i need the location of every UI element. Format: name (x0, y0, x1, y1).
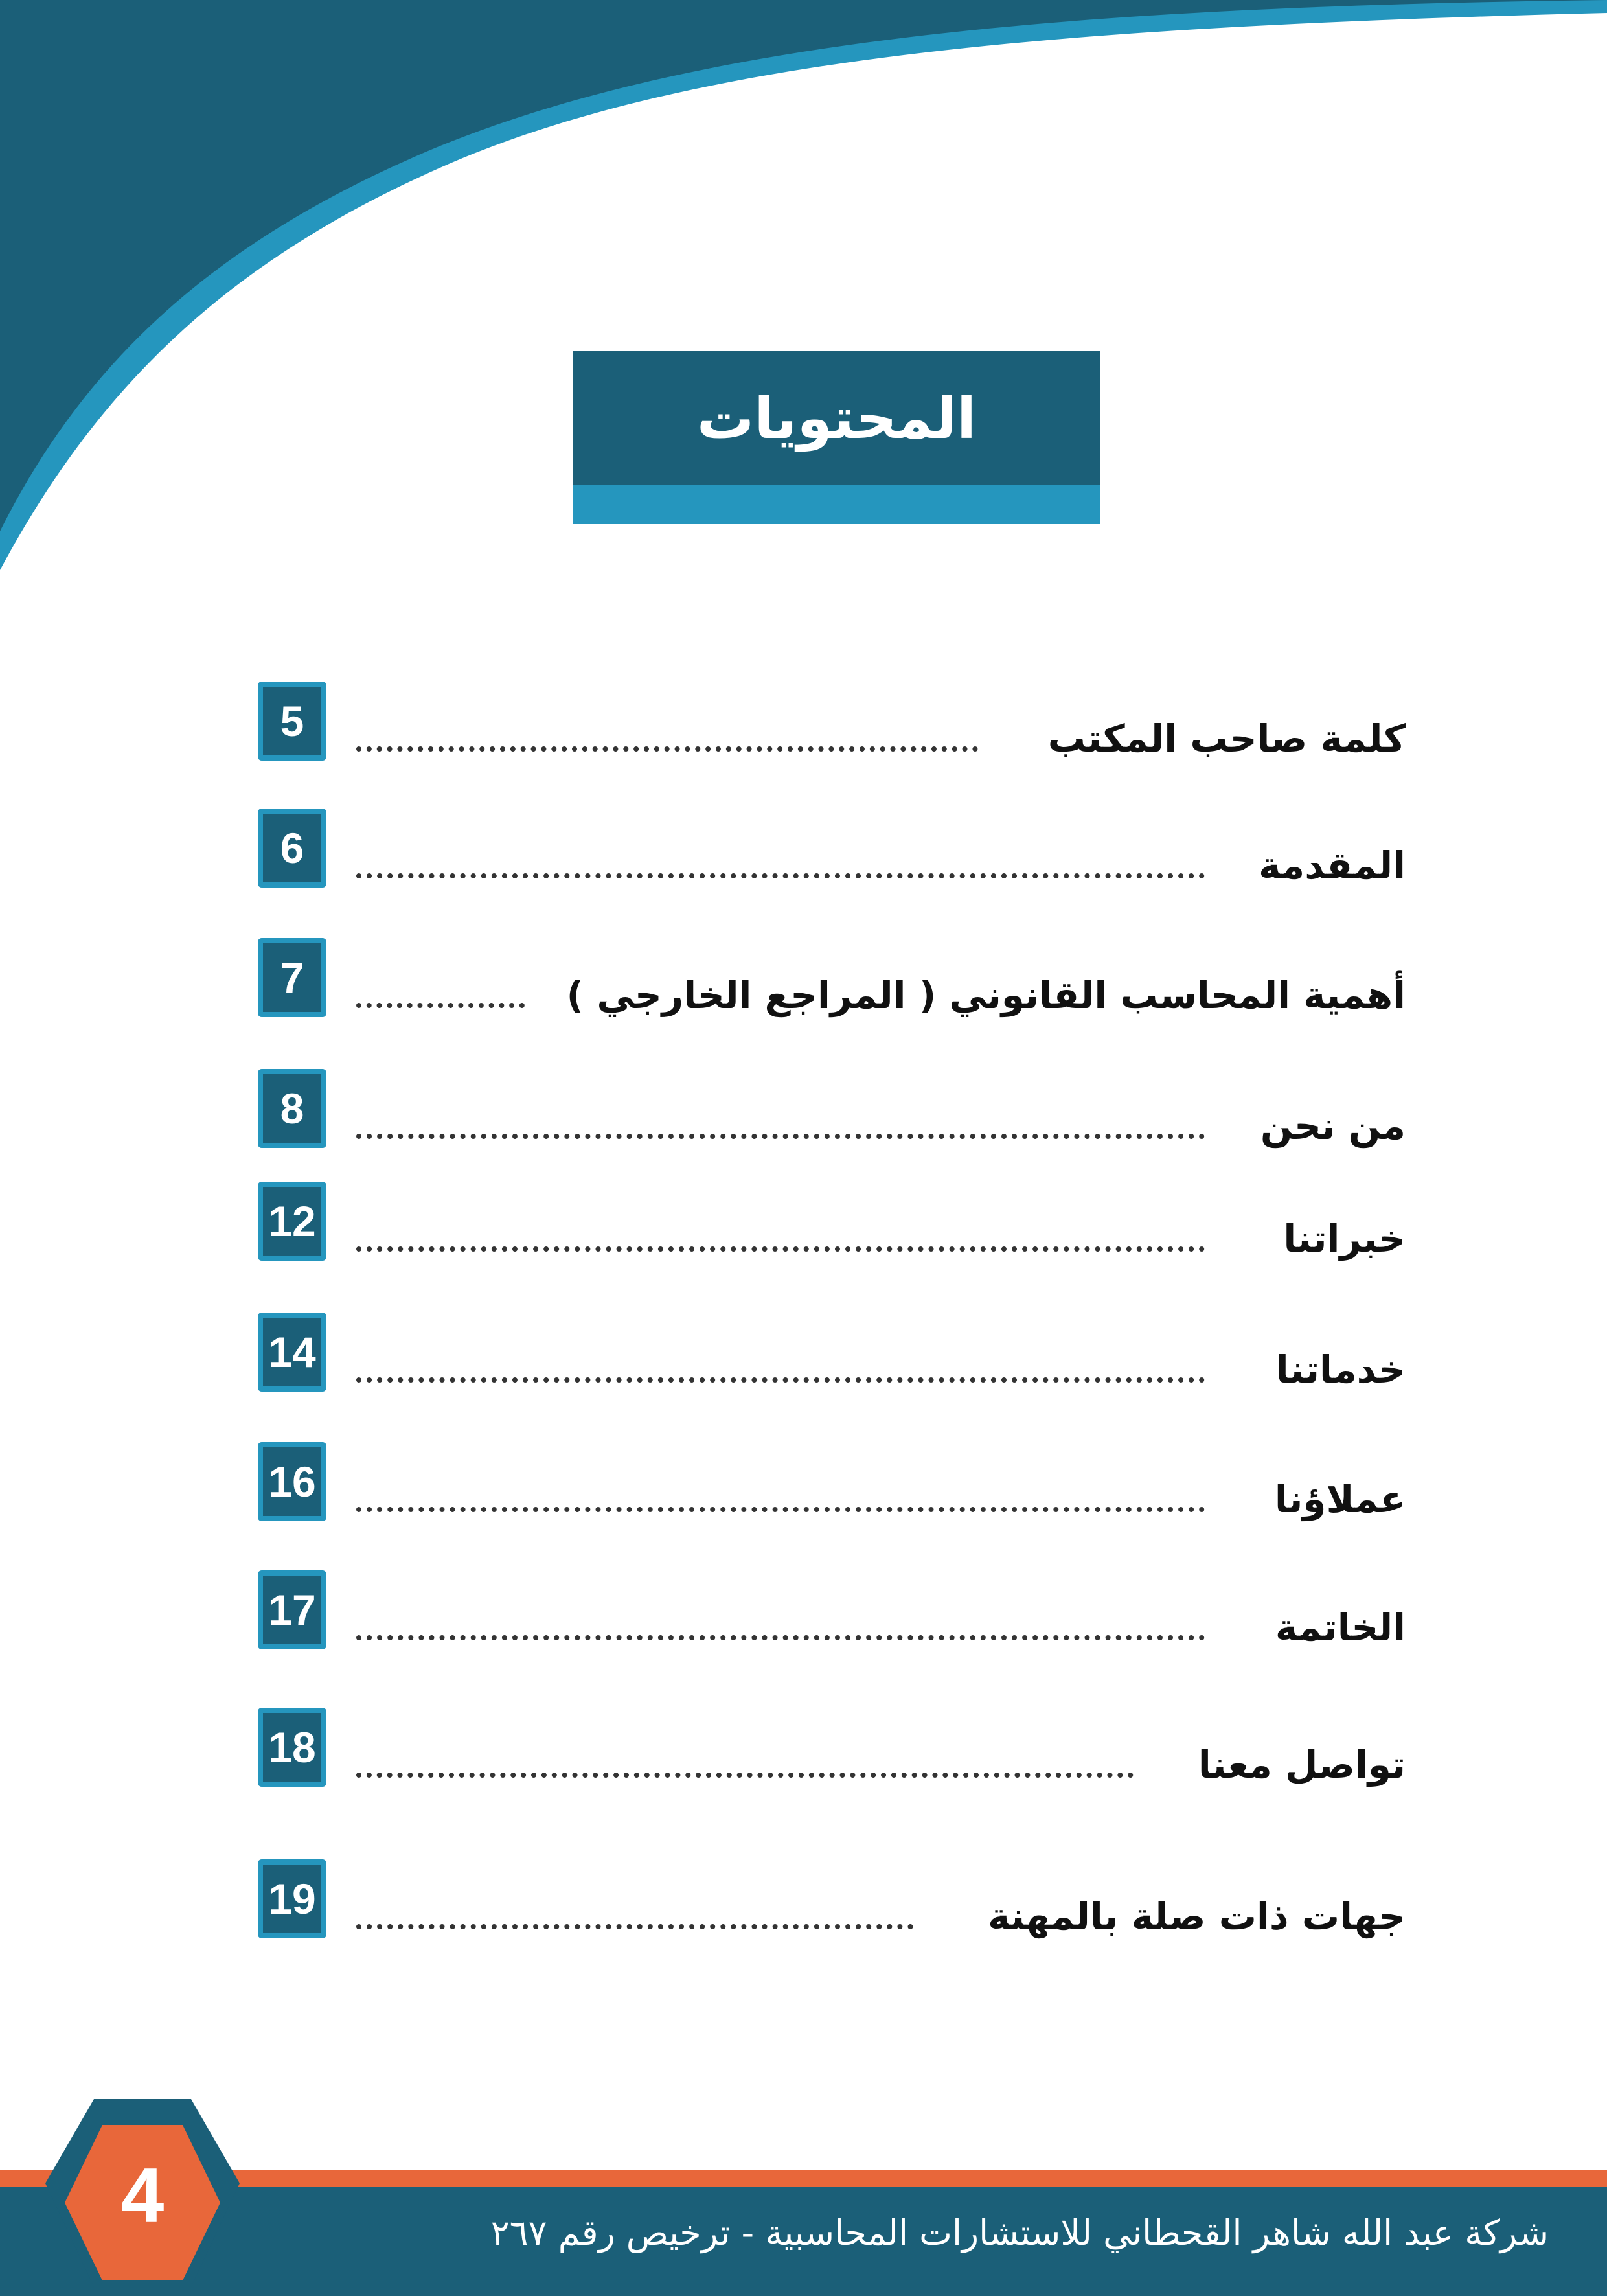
toc-page-badge: 17 (258, 1570, 326, 1649)
toc-page-badge: 6 (258, 809, 326, 888)
toc-item[interactable] (253, 809, 1406, 893)
toc-leader-dots (356, 1924, 913, 1929)
toc-page-badge: 14 (258, 1313, 326, 1392)
footer-accent-line (0, 2170, 1607, 2187)
toc-page-badge: 5 (258, 682, 326, 761)
contents-title-box (573, 351, 1100, 524)
toc-leader-dots (356, 746, 978, 752)
toc-item[interactable] (253, 1442, 1406, 1526)
toc-item[interactable] (253, 682, 1406, 766)
toc-item-label: جهات ذات صلة بالمهنة (988, 1894, 1406, 1938)
toc-item-label: الخاتمة (1275, 1605, 1406, 1649)
toc-leader-dots (356, 1773, 1134, 1778)
toc-leader-dots (356, 1003, 525, 1008)
toc-item[interactable] (253, 1313, 1406, 1397)
toc-page-badge: 8 (258, 1069, 326, 1148)
toc-leader-dots (356, 1507, 1205, 1512)
toc-item[interactable] (253, 1859, 1406, 1944)
toc-page-badge: 7 (258, 938, 326, 1017)
toc-item-label: تواصل معنا (1198, 1743, 1406, 1787)
toc-item-label: أهمية المحاسب القانوني ( المراجع الخارجي ) (566, 973, 1406, 1017)
toc-item-label: خبراتنا (1283, 1217, 1406, 1261)
contents-title-panel (573, 351, 1100, 485)
toc-item-label: عملاؤنا (1274, 1477, 1406, 1521)
toc-item-label: خدماتنا (1275, 1348, 1406, 1392)
toc-leader-dots (356, 1635, 1205, 1640)
toc-item-label: من نحن (1260, 1104, 1406, 1148)
toc-leader-dots (356, 1246, 1205, 1252)
toc-page-badge: 18 (258, 1708, 326, 1787)
footer-company-text: شركة عبد الله شاهر القحطاني للاستشارات المحاسبية - ترخيص رقم ٢٦٧ (490, 2212, 1549, 2253)
toc-item[interactable] (253, 1069, 1406, 1153)
toc-leader-dots (356, 873, 1205, 878)
page-number: 4 (120, 2152, 165, 2239)
toc-leader-dots (356, 1377, 1205, 1383)
toc-item-label: المقدمة (1259, 844, 1406, 888)
toc-item-label: كلمة صاحب المكتب (1047, 717, 1406, 761)
toc-page-badge: 19 (258, 1859, 326, 1938)
toc-item[interactable] (253, 1182, 1406, 1266)
toc-leader-dots (356, 1134, 1205, 1139)
toc-item[interactable] (253, 938, 1406, 1022)
title-accent-strip (573, 485, 1100, 524)
toc-item[interactable] (253, 1708, 1406, 1792)
page-title: المحتويات (696, 384, 977, 452)
toc-item[interactable] (253, 1570, 1406, 1655)
toc-page-badge: 16 (258, 1442, 326, 1521)
toc-page-badge: 12 (258, 1182, 326, 1261)
